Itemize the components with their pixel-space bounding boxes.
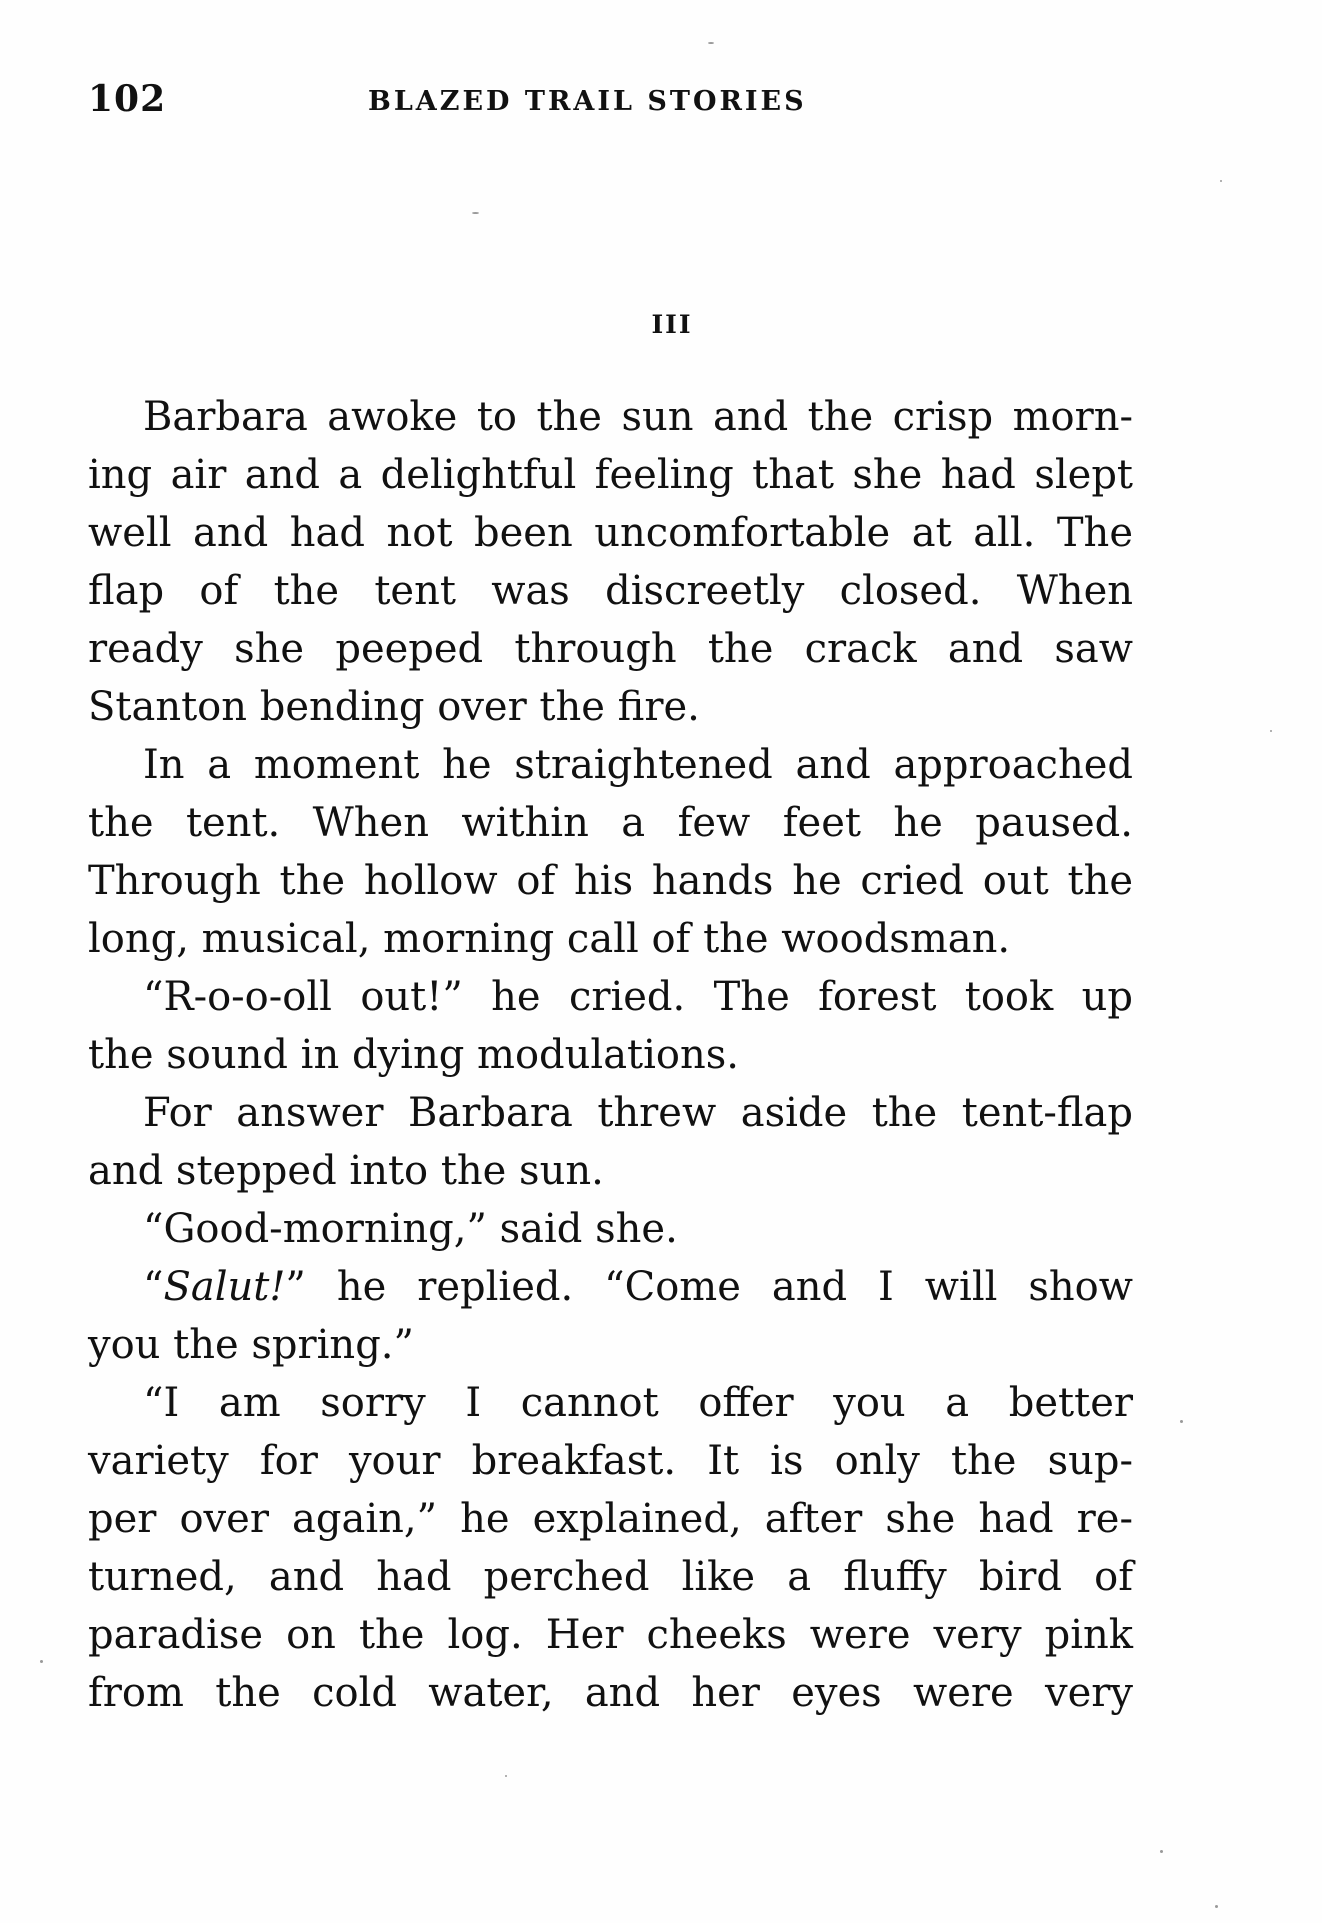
text-line: well and had not been uncomfortable at all. The xyxy=(88,510,1133,556)
text-line: the sound in dying modulations. xyxy=(88,1032,739,1078)
page-header xyxy=(88,78,1148,128)
text-line: Through the hollow of his hands he cried out the xyxy=(88,858,1133,904)
line-remainder: ” he replied. “Come and I will show xyxy=(285,1264,1133,1310)
paper-speck xyxy=(40,1660,43,1663)
text-line: “Good-morning,” said she. xyxy=(143,1206,678,1252)
paper-speck xyxy=(1220,180,1222,182)
text-line: and stepped into the sun. xyxy=(88,1148,604,1194)
text-line: per over again,” he explained, after she had re- xyxy=(88,1496,1133,1542)
text-line: variety for your breakfast. It is only the sup- xyxy=(88,1438,1133,1484)
page-number: 102 xyxy=(88,78,167,120)
running-head: BLAZED TRAIL STORIES xyxy=(368,86,807,117)
text-line: turned, and had perched like a fluffy bird of xyxy=(88,1554,1133,1600)
text-line: paradise on the log. Her cheeks were very pink xyxy=(88,1612,1133,1658)
text-line: ready she peeped through the crack and saw xyxy=(88,626,1133,672)
paper-speck xyxy=(1215,1905,1218,1908)
text-line: from the cold water, and her eyes were very xyxy=(88,1670,1133,1716)
text-line: For answer Barbara threw aside the tent-flap xyxy=(143,1090,1133,1136)
text-line xyxy=(88,1258,1133,1316)
paper-speck xyxy=(1270,730,1272,732)
text-line: the tent. When within a few feet he paused. xyxy=(88,800,1133,846)
paper-speck xyxy=(472,212,479,214)
italic-word: Salut! xyxy=(163,1264,286,1310)
text-line: In a moment he straightened and approached xyxy=(143,742,1133,788)
text-line: long, musical, morning call of the woodsman. xyxy=(88,916,1011,962)
text-line: “I am sorry I cannot offer you a better xyxy=(143,1380,1133,1426)
text-line: flap of the tent was discreetly closed. When xyxy=(88,568,1133,614)
text-line: you the spring.” xyxy=(88,1322,414,1368)
paper-speck xyxy=(1180,1420,1183,1423)
paper-speck xyxy=(505,1775,507,1777)
text-line: “R-o-o-oll out!” he cried. The forest took up xyxy=(143,974,1133,1020)
paper-speck xyxy=(708,42,714,44)
text-line: ing air and a delightful feeling that she had slept xyxy=(88,452,1133,498)
chapter-number: III xyxy=(651,310,693,339)
body-text xyxy=(88,388,1133,1722)
text-line: Barbara awoke to the sun and the crisp morn- xyxy=(143,394,1133,440)
paper-speck xyxy=(1160,1850,1163,1853)
open-quote: “ xyxy=(143,1264,164,1310)
text-line: Stanton bending over the fire. xyxy=(88,684,700,730)
